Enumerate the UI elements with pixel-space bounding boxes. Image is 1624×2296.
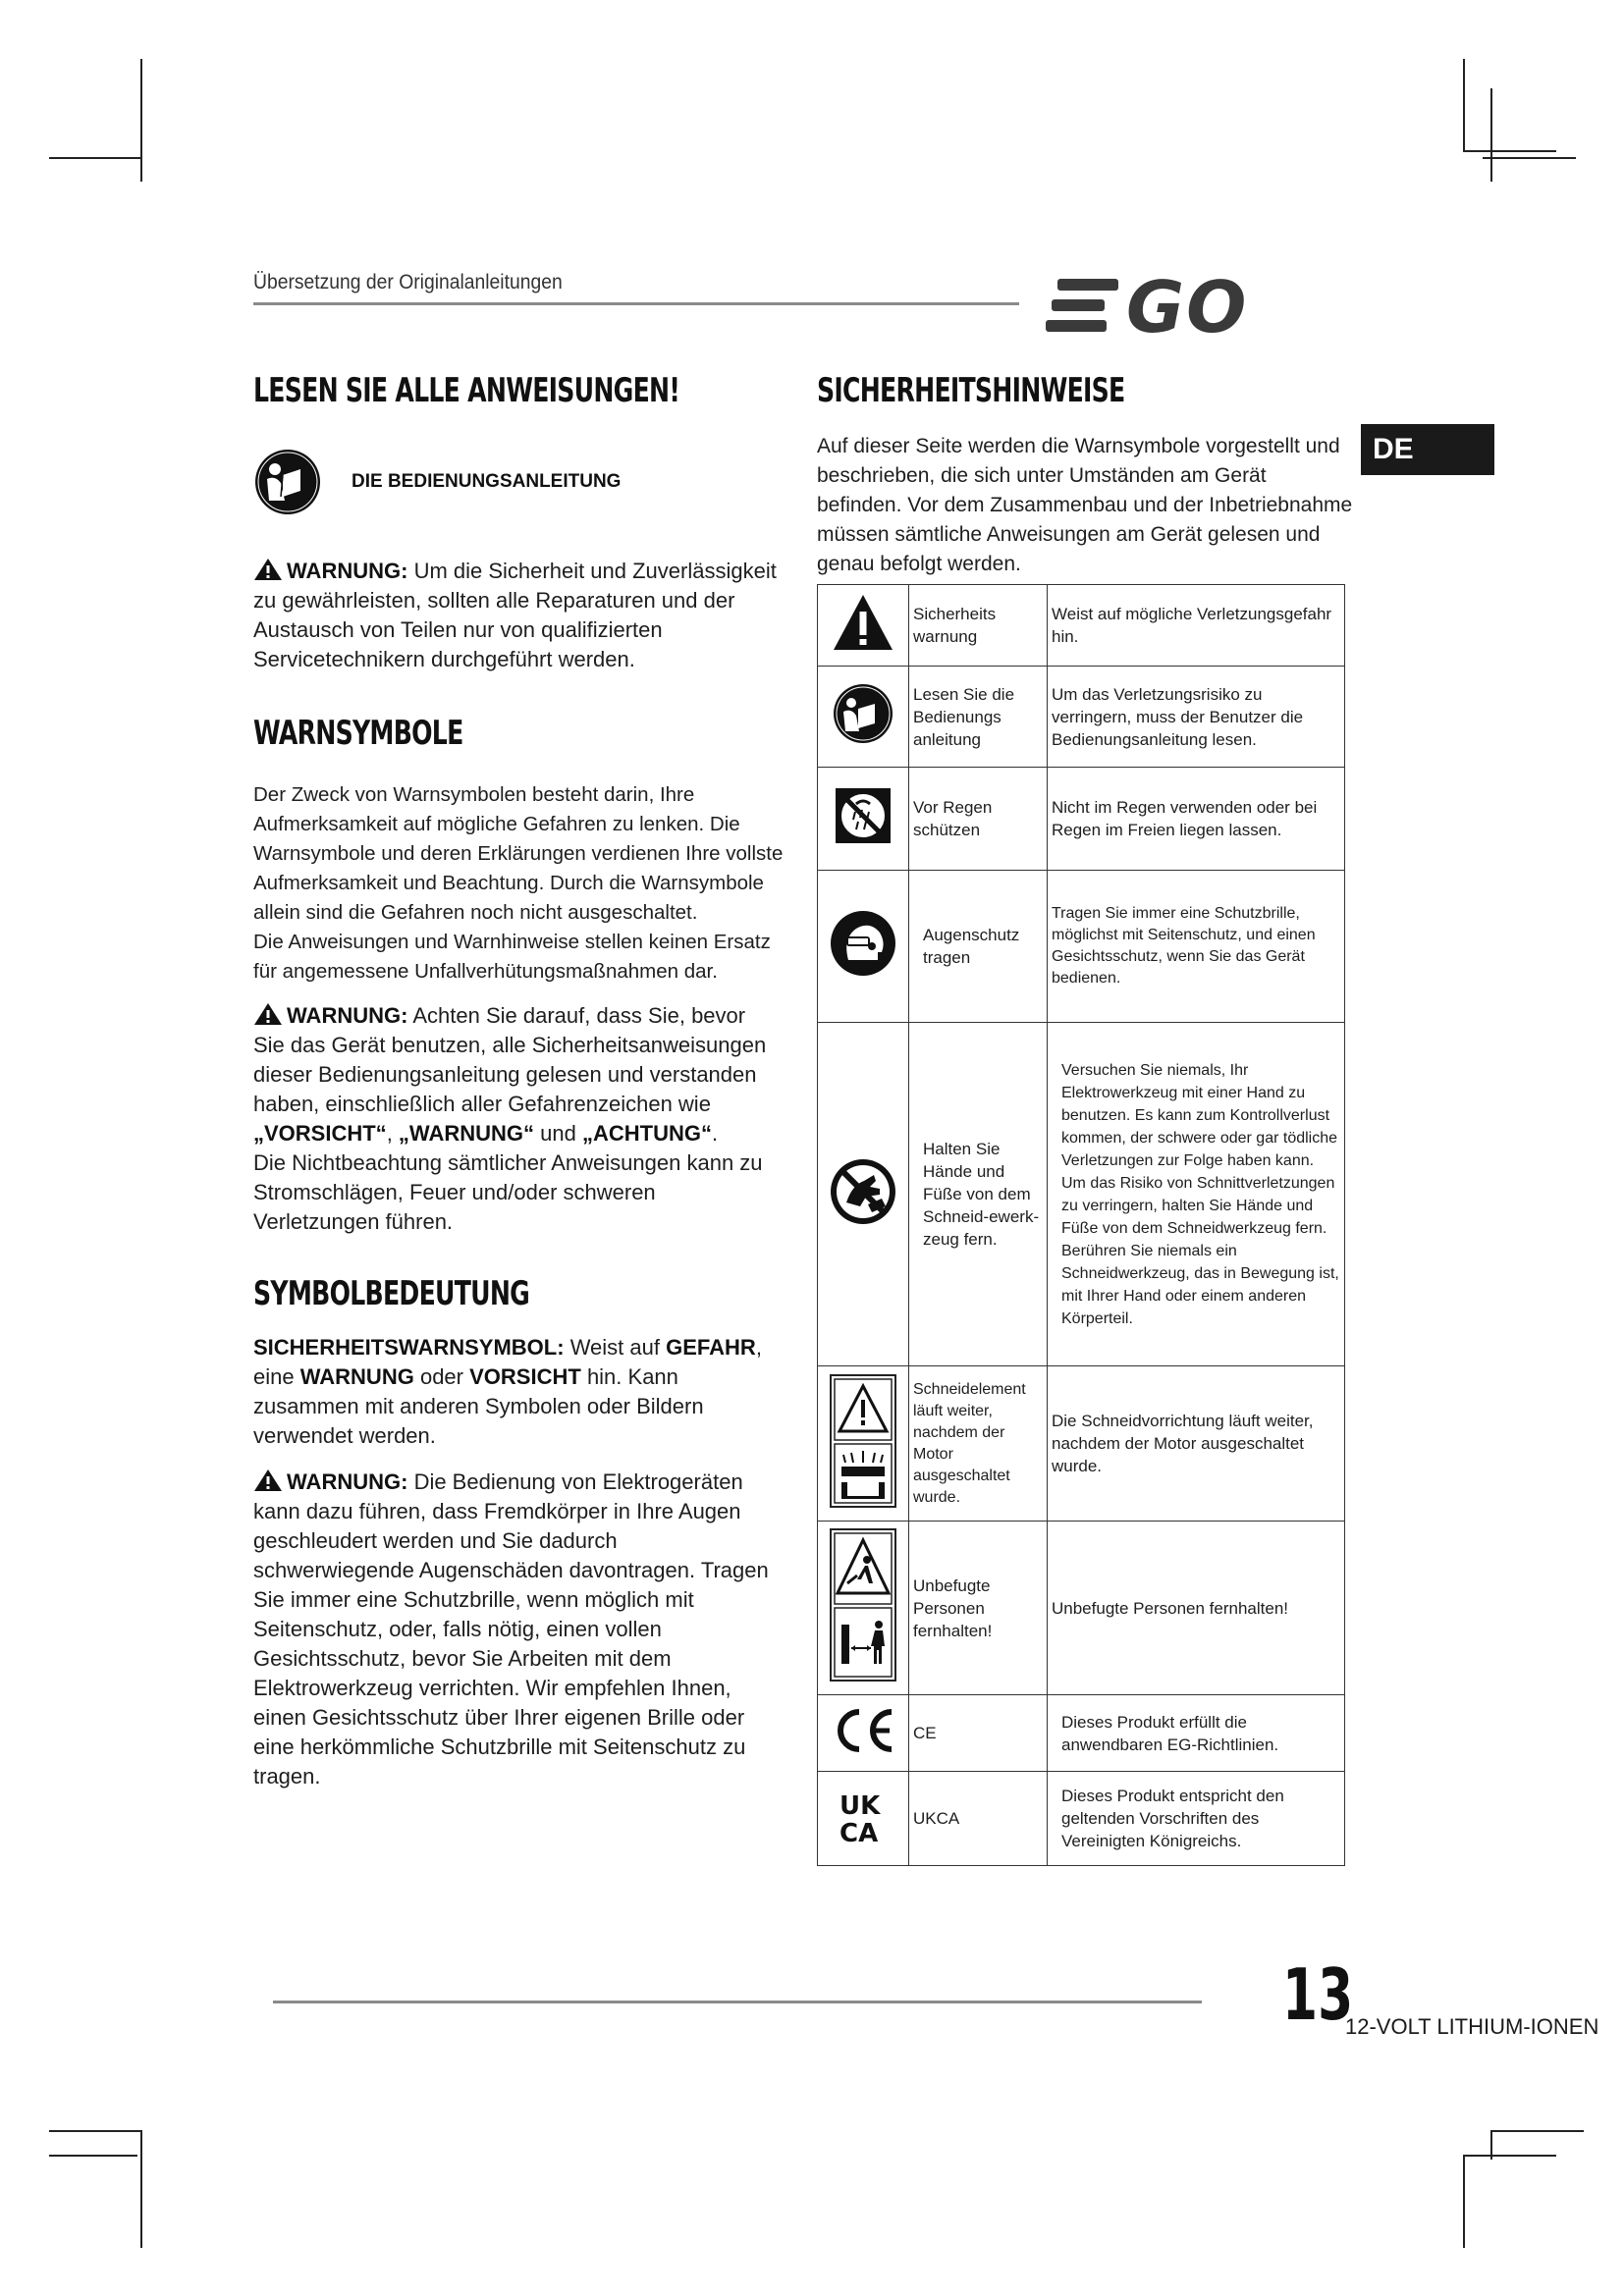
symbol-description: Dieses Produkt entspricht den geltenden Vorschriften des Vereinigten Königreichs. (1048, 1772, 1345, 1866)
symbol-name: Unbefugte Personen fernhalten! (909, 1522, 1048, 1695)
symbol-name: Schneidelement läuft weiter, nachdem der Motor ausgeschaltet wurde. (909, 1366, 1048, 1522)
svg-text:GO: GO (1126, 271, 1249, 340)
term-gefahr: GEFAHR (666, 1335, 756, 1360)
warning-triangle-icon (253, 1002, 283, 1026)
warning-paragraph-1 (253, 557, 782, 674)
heading-warnsymbole: WARNSYMBOLE (253, 714, 463, 753)
footer-rule (273, 2001, 1202, 2003)
warning-text: Achten Sie darauf, dass Sie, bevor Sie das Gerät benutzen, alle Sicherheitsanweisungen dieser Bedienungsanleitung gelesen und verstanden haben, einschließlich aller Gefahrenzeichen wie (253, 1003, 767, 1116)
language-tab[interactable]: DE (1361, 424, 1494, 475)
symbol-description: Die Schneidvorrichtung läuft weiter, nachdem der Motor ausgeschaltet wurde. (1048, 1366, 1345, 1522)
warning-text-b: Die Nichtbeachtung sämtlicher Anweisungen kann zu Stromschlägen, Feuer und/oder schweren Verletzungen führen. (253, 1150, 763, 1234)
warning-text: Die Bedienung von Elektrogeräten kann dazu führen, dass Fremdkörper in Ihre Augen geschleudert werden und Sie dadurch schwerwiegende Augenschäden davontragen. Tragen Sie immer eine Schutzbrille, wenn möglich mit Seitenschutz, oder, falls nötig, einen vollen Gesichtsschutz, bevor Sie Arbeiten mit dem Elektrowerkzeug verrichten. Wir empfehlen Ihnen, einen Gesichtsschutz über Ihrer eigenen Brille oder eine herkömmliche Schutzbrille mit Seitenschutz zu tragen. (253, 1469, 769, 1789)
symbol-description: Versuchen Sie niemals, Ihr Elektrowerkzeug mit einer Hand zu benutzen. Es kann zum Kontrollverlust kommen, der schwere oder gar tödliche Verletzungen zur Folge haben kann. Um das Risiko von Schnittverletzungen zu verringern, halten Sie Hände und Füße von dem Schneidwerkzeug fern. Berühren Sie niemals ein Schneidwerkzeug, das in Bewegung ist, mit Ihrer Hand oder einem anderen Körperteil. (1048, 1023, 1345, 1366)
symbol-name: Augenschutz tragen (909, 871, 1048, 1023)
text: hin. Kann zusammen mit anderen Symbolen oder Bildern verwendet werden. (253, 1364, 704, 1448)
safety-symbol-label: SICHERHEITSWARNSYMBOL: (253, 1335, 565, 1360)
crop-mark (140, 2130, 142, 2248)
crop-mark (1463, 2155, 1465, 2248)
table-row (818, 871, 1345, 1023)
heading-sicherheitshinweise: SICHERHEITSHINWEISE (817, 371, 1125, 410)
manual-label: DIE BEDIENUNGSANLEITUNG (352, 471, 622, 492)
text: Weist auf (569, 1335, 660, 1360)
crop-mark (1490, 2130, 1584, 2132)
text: oder (419, 1364, 463, 1389)
safety-intro: Auf dieser Seite werden die Warnsymbole vorgestellt und beschrieben, die sich unter Umständen am Gerät befinden. Vor dem Zusammenbau und der Inbetriebnahme müssen sämtliche Anweisungen am Gerät gelesen und genau befolgt werden. (817, 435, 1353, 575)
term-vorsicht: VORSICHT (469, 1364, 581, 1389)
warn-paragraph (253, 780, 788, 987)
symbol-name: CE (909, 1695, 1048, 1772)
table-row (818, 667, 1345, 768)
crop-mark (1490, 2130, 1492, 2160)
safety-alert-icon (818, 585, 909, 667)
page-number: 13 (1282, 1953, 1354, 2036)
eye-protection-icon (818, 871, 909, 1023)
symbol-description: Nicht im Regen verwenden oder bei Regen im Freien liegen lassen. (1048, 768, 1345, 871)
crop-mark (1463, 150, 1556, 152)
table-row (818, 585, 1345, 667)
symbol-description: Um das Verletzungsrisiko zu verringern, muss der Benutzer die Bedienungsanleitung lesen. (1048, 667, 1345, 768)
symbol-name: Vor Regen schützen (909, 768, 1048, 871)
keep-hands-away-icon (818, 1023, 909, 1366)
term-warnung: WARNUNG (299, 1364, 414, 1389)
term-warnung: „WARNUNG“ (398, 1121, 535, 1146)
symbol-name: Sicherheits warnung (909, 585, 1048, 667)
ce-mark-icon (818, 1695, 909, 1772)
symbol-name: Halten Sie Hände und Füße von dem Schneid-ewerk-zeug fern. (909, 1023, 1048, 1366)
warn-para-2: Die Anweisungen und Warnhinweise stellen keinen Ersatz für angemessene Unfallverhütungsmaßnahmen dar. (253, 931, 771, 983)
separator: , (386, 1121, 399, 1146)
crop-mark (49, 157, 142, 159)
crop-mark (49, 2155, 137, 2157)
crop-mark (1483, 157, 1576, 159)
keep-bystanders-away-icon (818, 1522, 909, 1695)
symbol-description: Dieses Produkt erfüllt die anwendbaren EG-Richtlinien. (1048, 1695, 1345, 1772)
table-row (818, 1023, 1345, 1366)
term-vorsicht: „VORSICHT“ (253, 1121, 387, 1146)
ego-logo (1046, 271, 1340, 340)
warning-triangle-icon (253, 1468, 283, 1492)
warning-label: WARNUNG: (287, 559, 408, 583)
symbol-description: Unbefugte Personen fernhalten! (1048, 1522, 1345, 1695)
heading-symbolbedeutung: SYMBOLBEDEUTUNG (253, 1274, 530, 1313)
product-name: 12-VOLT LITHIUM-IONEN (1345, 2014, 1599, 2039)
table-row (818, 768, 1345, 871)
symbol-description: Weist auf mögliche Verletzungsgefahr hin. (1048, 585, 1345, 667)
table-row (818, 1695, 1345, 1772)
warning-triangle-icon (253, 558, 283, 581)
table-row (818, 1772, 1345, 1866)
warning-paragraph-2 (253, 1001, 782, 1237)
table-row (818, 1366, 1345, 1522)
separator: und (534, 1121, 582, 1146)
heading-read-all: LESEN SIE ALLE ANWEISUNGEN! (253, 371, 680, 410)
crop-mark (1463, 59, 1465, 152)
crop-mark (49, 2130, 142, 2132)
symbol-table (817, 584, 1345, 1866)
header-rule (253, 302, 1019, 305)
warning-paragraph-3 (253, 1468, 782, 1791)
crop-mark (1490, 88, 1492, 182)
ukca-mark-icon (818, 1772, 909, 1866)
warning-label: WARNUNG: (287, 1003, 408, 1028)
warning-label: WARNUNG: (287, 1469, 408, 1494)
crop-mark (1463, 2155, 1556, 2157)
symbol-name: UKCA (909, 1772, 1048, 1866)
svg-text:CA: CA (839, 1818, 879, 1845)
warn-para-1: Der Zweck von Warnsymbolen besteht darin, Ihre Aufmerksamkeit auf mögliche Gefahren zu lenken. Die Warnsymbole und deren Erklärungen verdienen Ihre vollste Aufmerksamkeit und Beachtung. Durch die Warnsymbole allein sind die Gefahren noch nicht ausgeschaltet. (253, 783, 784, 924)
symbol-name: Lesen Sie die Bedienungs anleitung (909, 667, 1048, 768)
crop-mark (140, 59, 142, 182)
no-rain-icon (818, 768, 909, 871)
symbol-meaning-paragraph (253, 1333, 782, 1451)
table-row (818, 1522, 1345, 1695)
header-subtitle: Übersetzung der Originalanleitungen (253, 271, 563, 294)
svg-text:UK: UK (839, 1790, 881, 1821)
text: , eine (253, 1335, 762, 1389)
symbol-description: Tragen Sie immer eine Schutzbrille, möglichst mit Seitenschutz, und einen Gesichtsschutz, wenn Sie das Gerät bedienen. (1048, 871, 1345, 1023)
read-manual-icon (253, 438, 322, 526)
term-achtung: „ACHTUNG“ (581, 1121, 712, 1146)
warning-text: Um die Sicherheit und Zuverlässigkeit zu gewährleisten, sollten alle Reparaturen und der Austausch von Teilen nur von qualifizierten Servicetechnikern durchgeführt werden. (253, 559, 777, 671)
blade-coasting-icon (818, 1366, 909, 1522)
separator: . (711, 1121, 719, 1146)
read-manual-icon (818, 667, 909, 768)
